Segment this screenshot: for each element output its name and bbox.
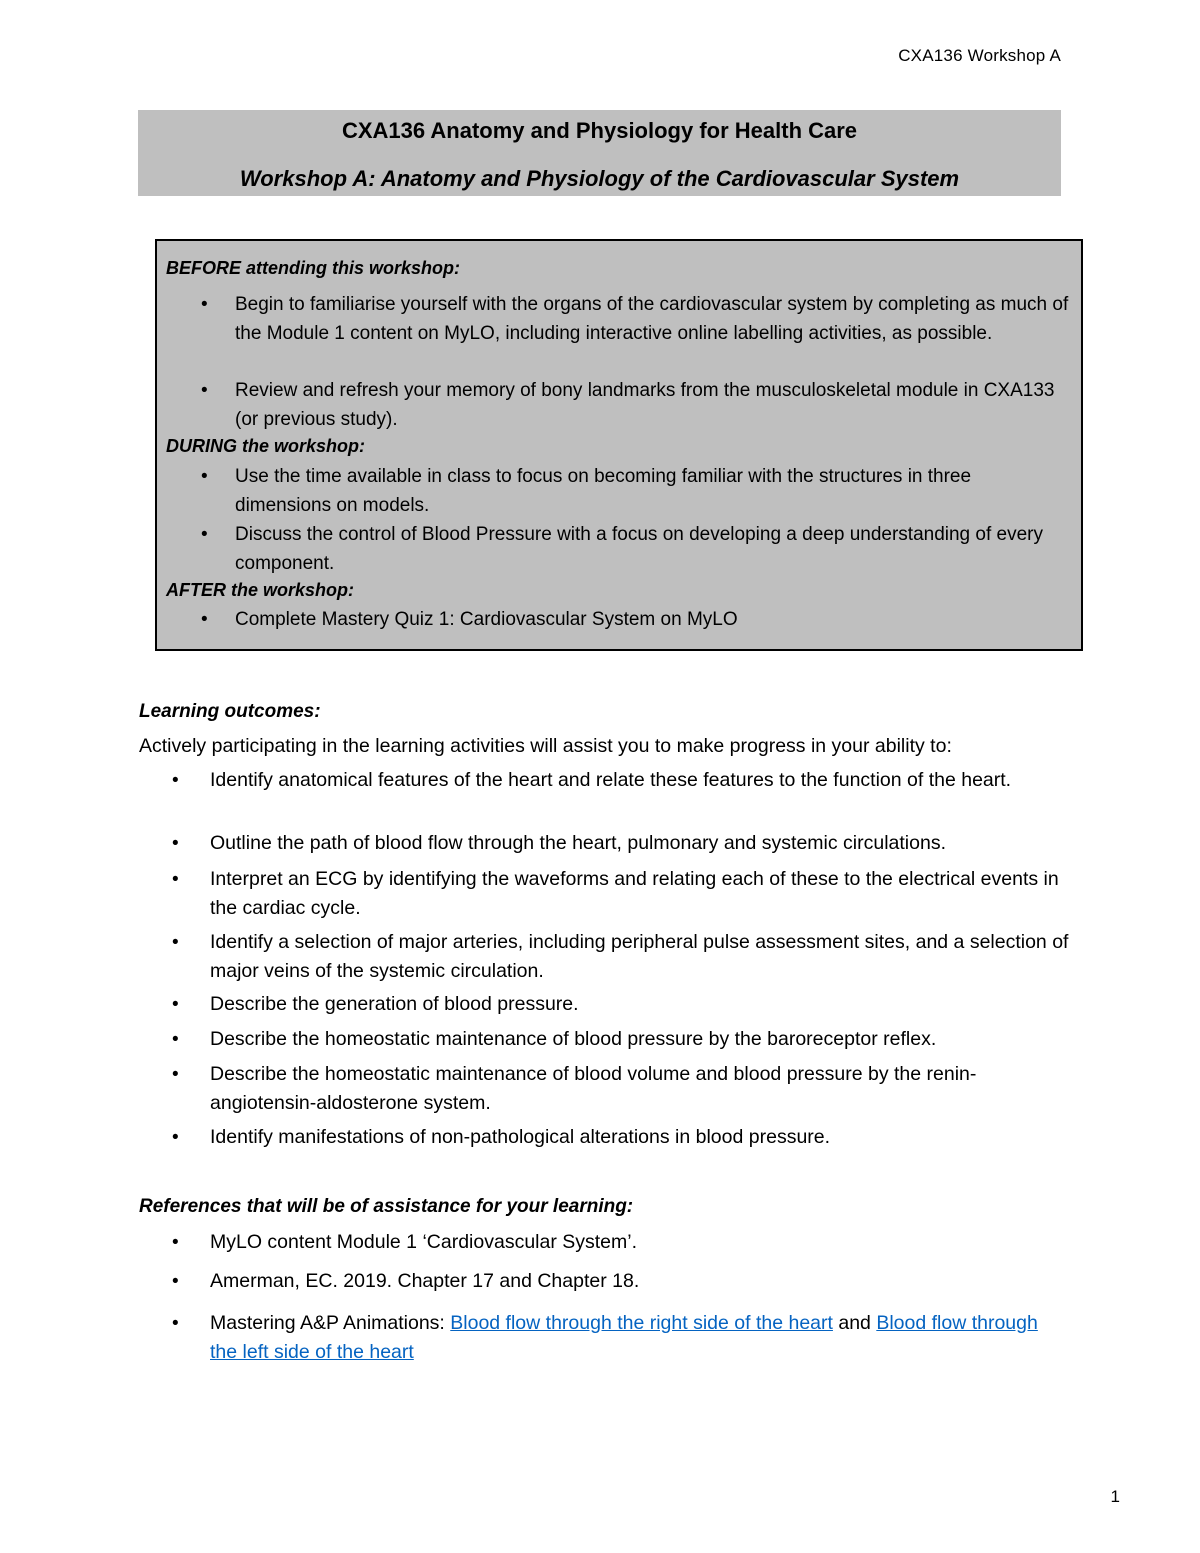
conjunction-and: and	[832, 1312, 877, 1334]
bullet-icon: •	[172, 994, 179, 1015]
during-item: Use the time available in class to focus on becoming familiar with the structures in three dimensions on models.	[235, 466, 972, 516]
learning-outcomes-heading: Learning outcomes:	[139, 701, 321, 722]
outcome-item: Describe the generation of blood pressure.	[210, 993, 579, 1015]
bullet-icon: •	[172, 869, 179, 890]
preparation-box	[155, 239, 1083, 651]
bullet-icon: •	[172, 1313, 179, 1334]
outcome-item: Describe the homeostatic maintenance of blood volume and blood pressure by the renin-angiotensin-aldosterone system.	[210, 1063, 977, 1114]
before-item: Review and refresh your memory of bony landmarks from the musculoskeletal module in CXA133 (or previous study).	[235, 380, 1055, 430]
before-heading: BEFORE attending this workshop:	[166, 258, 461, 278]
bullet-icon: •	[172, 1064, 179, 1085]
references-heading: References that will be of assistance for your learning:	[139, 1196, 634, 1217]
outcome-item: Identify a selection of major arteries, including peripheral pulse assessment sites, and a selection of major veins of the systemic circulation.	[210, 931, 1069, 982]
reference-item: Amerman, EC. 2019. Chapter 17 and Chapter 18.	[210, 1270, 640, 1292]
learning-intro: Actively participating in the learning activities will assist you to make progress in your ability to:	[139, 735, 952, 757]
outcome-item: Describe the homeostatic maintenance of blood pressure by the baroreceptor reflex.	[210, 1028, 937, 1050]
outcome-item: Identify manifestations of non-pathological alterations in blood pressure.	[210, 1126, 831, 1148]
animations-prefix: Mastering A&P Animations:	[210, 1312, 451, 1334]
outcome-item: Interpret an ECG by identifying the waveforms and relating each of these to the electrical events in the cardiac cycle.	[210, 868, 1059, 919]
bullet-icon: •	[201, 380, 208, 401]
during-heading: DURING the workshop:	[166, 436, 366, 456]
outcome-item: Identify anatomical features of the heart and relate these features to the function of the heart.	[210, 769, 1012, 791]
bullet-icon: •	[172, 1271, 179, 1292]
outcome-item: Outline the path of blood flow through the heart, pulmonary and systemic circulations.	[210, 832, 946, 854]
reference-item: MyLO content Module 1 ‘Cardiovascular System’.	[210, 1231, 638, 1253]
bullet-icon: •	[172, 932, 179, 953]
bullet-icon: •	[172, 833, 179, 854]
bullet-icon: •	[201, 524, 208, 545]
link-blood-flow-left[interactable]: Blood flow through the left side of the heart	[210, 1312, 1038, 1363]
reference-animations-item	[210, 1309, 1070, 1367]
running-header: CXA136 Workshop A	[898, 46, 1061, 65]
before-item: Begin to familiarise yourself with the organs of the cardiovascular system by completing as much of the Module 1 content on MyLO, including interactive online labelling activities, as possible.	[235, 294, 1069, 344]
bullet-icon: •	[201, 609, 208, 630]
bullet-icon: •	[172, 1029, 179, 1050]
bullet-icon: •	[201, 466, 208, 487]
title-band	[138, 110, 1061, 196]
bullet-icon: •	[172, 770, 179, 791]
bullet-icon: •	[201, 294, 208, 315]
link-blood-flow-right[interactable]: Blood flow through the right side of the heart	[450, 1312, 833, 1334]
bullet-icon: •	[172, 1232, 179, 1253]
course-title: CXA136 Anatomy and Physiology for Health Care	[341, 118, 858, 143]
page-number: 1	[1110, 1487, 1120, 1506]
after-heading: AFTER the workshop:	[166, 580, 354, 600]
after-item: Complete Mastery Quiz 1: Cardiovascular System on MyLO	[235, 609, 738, 630]
bullet-icon: •	[172, 1127, 179, 1148]
workshop-title: Workshop A: Anatomy and Physiology of the Cardiovascular System	[239, 166, 960, 191]
during-item: Discuss the control of Blood Pressure with a focus on developing a deep understanding of every component.	[235, 524, 1043, 574]
